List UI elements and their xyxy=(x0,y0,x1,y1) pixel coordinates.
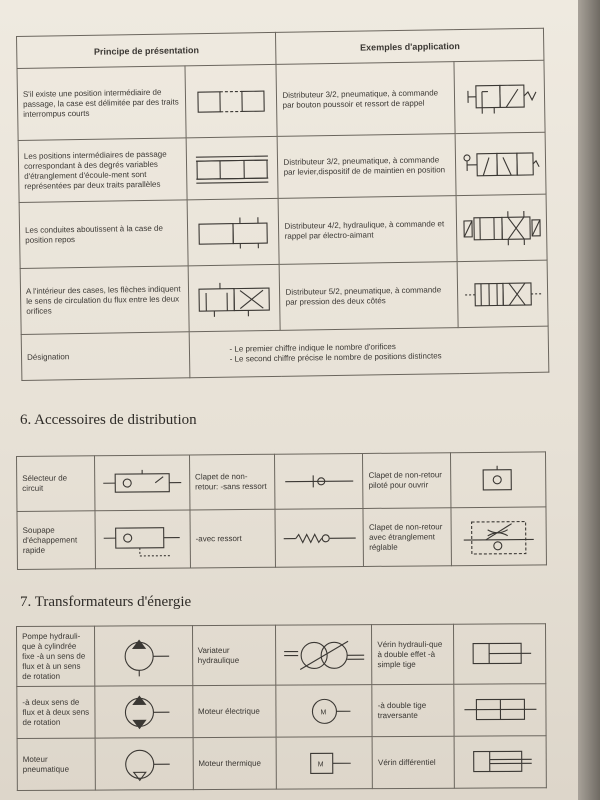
principle-cell: S'il existe une position intermédiaire de passage, la case est délimitée par des traits interrompus courts xyxy=(17,66,186,141)
piloted-check-valve-label: Clapet de non-retour piloté pour ouvrir xyxy=(363,453,451,509)
differential-cylinder-label: Vérin différentiel xyxy=(372,736,454,788)
flow-arrows-symbol xyxy=(188,264,281,331)
pneumatic-motor-symbol xyxy=(95,738,193,791)
example-cell: Distributeur 3/2, pneumatique, à commande par levier,dispositif de de maintien en position xyxy=(278,134,456,199)
intermediate-position-symbol xyxy=(185,64,278,137)
double-rod-cylinder-symbol xyxy=(454,684,546,736)
exhaust-valve-label: Soupape d'échappement rapide xyxy=(17,511,95,570)
header-examples: Exemples d'application xyxy=(276,28,544,64)
selector-label: Sélecteur de circuit xyxy=(17,456,95,512)
hydraulic-pump-symbol xyxy=(94,626,192,687)
circuit-selector-symbol xyxy=(94,455,189,511)
valve-3-2-lever-symbol xyxy=(455,132,546,195)
distribution-accessories-table xyxy=(16,451,547,570)
rest-position-symbol xyxy=(187,198,280,265)
designation-line: - Le premier chiffre indique le nombre d'orifices xyxy=(229,341,396,354)
page-edge-shadow xyxy=(578,0,600,800)
spring-check-label: -avec ressort xyxy=(190,509,276,568)
variator-label: Variateur hydraulique xyxy=(192,625,276,685)
principle-cell: Les conduites aboutissent à la case de position repos xyxy=(19,200,188,269)
example-cell: Distributeur 5/2, pneumatique, à commande par pression des deux côtés xyxy=(280,262,459,331)
double-acting-cylinder-symbol xyxy=(454,624,546,684)
electric-motor-label: Moteur électrique xyxy=(192,685,276,737)
quick-exhaust-symbol xyxy=(95,510,190,569)
section-7-title: 7. Transformateurs d'énergie xyxy=(20,594,192,610)
double-rod-label: -à double tige traversante xyxy=(372,684,454,736)
energy-transformers-table xyxy=(16,623,547,791)
example-cell: Distributeur 4/2, hydraulique, à commande et rappel par électro-aimant xyxy=(279,196,458,265)
check-valve-label: Clapet de non-retour: -sans ressort xyxy=(189,454,275,510)
bidirectional-pump-symbol xyxy=(95,686,193,739)
electric-motor-symbol xyxy=(276,685,372,738)
valve-3-2-pushbutton-symbol xyxy=(454,60,545,133)
throttle-check-valve-symbol xyxy=(451,507,546,566)
designation-text xyxy=(189,326,549,378)
differential-cylinder-symbol xyxy=(454,736,546,788)
pneumatic-motor-label: Moteur pneumatique xyxy=(17,738,95,790)
designation-line: - Le second chiffre précise le nombre de positions distinctes xyxy=(229,350,442,364)
section-6-title: 6. Accessoires de distribution xyxy=(20,412,197,428)
throttle-check-label: Clapet de non-retour avec étranglement réglable xyxy=(363,508,451,567)
motor-letter: M xyxy=(320,708,327,716)
thermal-motor-symbol xyxy=(276,737,372,790)
motor-letter: M xyxy=(317,760,324,768)
double-acting-cylinder-label: Vérin hydrauli-que à double effet -à simple tige xyxy=(372,624,454,684)
check-valve-symbol xyxy=(275,453,363,509)
designation-label: Désignation xyxy=(21,332,189,381)
throttling-positions-symbol xyxy=(186,136,279,199)
piloted-check-valve-symbol xyxy=(451,452,546,508)
valve-4-2-solenoid-symbol xyxy=(456,194,547,261)
example-cell: Distributeur 3/2, pneumatique, à commande par bouton poussoir et ressort de rappel xyxy=(276,62,455,137)
bidirectional-label: -à deux sens de flux et à deux sens de rotation xyxy=(17,686,95,738)
spring-check-valve-symbol xyxy=(275,508,363,567)
principle-cell: Les positions intermédiaires de passage correspondant à des degrés variables d'étranglement d'écoule-ment sont représentées par deux traits parallèles xyxy=(18,138,187,203)
presentation-table xyxy=(16,28,549,381)
hydraulic-variator-symbol xyxy=(276,625,372,686)
header-principle: Principe de présentation xyxy=(17,32,277,68)
principle-cell: A l'intérieur des cases, les flèches indiquent le sens de circulation du flux entre les deux orifices xyxy=(20,266,189,335)
thermal-motor-label: Moteur thermique xyxy=(193,737,277,789)
pump-label: Pompe hydrauli-que à cylindrée fixe -à un sens de flux et à un sens de rotation xyxy=(17,626,95,686)
valve-5-2-pressure-symbol xyxy=(457,260,548,327)
